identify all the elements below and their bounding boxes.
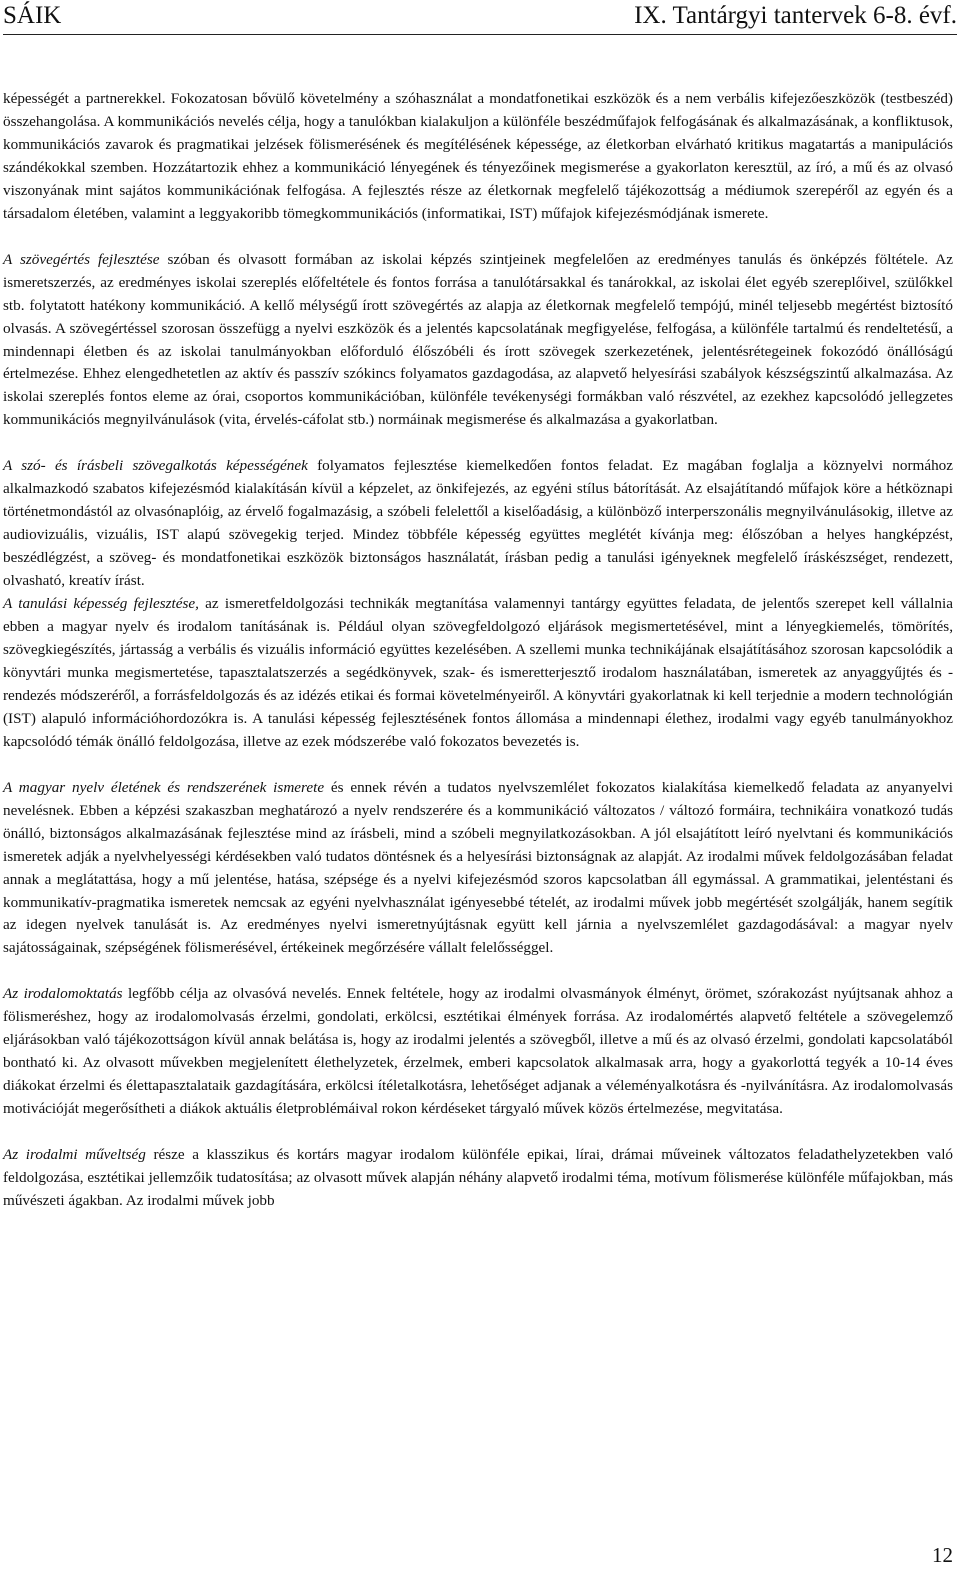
paragraph-2 [3,249,953,433]
paragraph-7 [3,1144,953,1213]
paragraph-lead: A tanulási képesség fejlesztése, [3,595,199,613]
document-body [3,88,953,1213]
paragraph-text: szóban és olvasott formában az iskolai képzés szintjeinek megfelelően az eredményes tanulás és önképzés föltétele. Az ismeretszerzés, az eredményes iskolai szereplés előfeltétele és fontos forrása a tanulótársakkal és tanárokkal, az iskolai élet egyéb szereplőivel, szülőkkel stb. folytatott hatékony kommunikáció. A kellő mélységű írott szövegértés az alapja az életkornak megfelelő tempójú, minél teljesebb megértést biztosító olvasás. A szövegértéssel szorosan összefügg a nyelvi eszközök és a jelentés kapcsolatának megfigyelése, felfogása, a különféle tartalmú és rendeltetésű, a mindennapi életben és az iskolai tanulmányokban előforduló élőszóbéli és írott szövegek szerkezetének, jelentésrétegeinek fokozódó önállóságú értelmezése. Ehhez elengedhetetlen az aktív és passzív szókincs folyamatos gazdagodása, az alapvető helyesírási szabályok készségszintű alkalmazása. Az iskolai szereplés fontos eleme az órai, csoportos kommunikációban, különféle tevékenységi formákban való részvétel, az ezekhez kapcsolódó jellegzetes kommunikációs megnyilvánulások (vita, érvelés-cáfolat stb.) normáinak megismerése és alkalmazása a gyakorlatban. [3,250,953,429]
header-right-title: IX. Tantárgyi tantervek 6-8. évf. [634,2,957,29]
paragraph-lead: A magyar nyelv életének és rendszerének ismerete [3,778,325,796]
paragraph-lead: A szövegértés fejlesztése [3,250,160,268]
paragraph-1 [3,88,953,226]
paragraph-text: képességét a partnerekkel. Fokozatosan bővülő követelmény a szóhasználat a mondatfonetikai eszközök és a nem verbális kifejezőeszközök (testbeszéd) összehangolása. A kommunikációs nevelés célja, hogy a tanulókban kialakuljon a különféle beszédműfajok felfogásának és alkalmazásának, a konfliktusok, kommunikációs zavarok és pragmatikai jelzések fölismerésének és megítélésének képessége, az életkorban elvárható kritikus magatartás a manipulációs szándékokkal szemben. Hozzátartozik ehhez a kommunikáció lényegének és tényezőinek megismerése a gyakorlaton keresztül, az író, a mű és az olvasó viszonyának mint sajátos kommunikációnak felfogása. A fejlesztés része az életkornak megfelelő tájékozottság a médiumok szerepéről az egyén és a társadalom életében, valamint a leggyakoribb tömegkommunikációs (informatikai, IST) műfajok kifejezésmódjának ismerete. [3,90,953,222]
paragraph-text: folyamatos fejlesztése kiemelkedően fontos feladat. Ez magában foglalja a köznyelvi normához alkalmazkodó szabatos kifejezésmód kialakításán kívül a képzelet, az önkifejezés, az egyéni stílus bátorítását. Az elsajátítandó műfajok köre a hétköznapi történetmondástól az olvasónaplóig, az érvelő fogalmazásig, a szóbeli felelettől a kiselőadásig, a különböző interperszonális megnyilvánulásokig, illetve az audiovizuális, vizuális, IST alapú szövegekig terjed. Mindez többféle képesség együttes meglétét kívánja meg: élőszóban a helyes hangképzést, beszédlégzést, a szöveg- és mondatfonetikai eszközök biztonságos használatát, írásban pedig a tanulási igényeknek megfelelő íráskészséget, rendezett, olvasható, kreatív írást. [3,457,953,590]
paragraph-lead: A szó- és írásbeli szövegalkotás képességének [3,457,308,475]
paragraph-4 [3,593,953,754]
paragraph-text: legfőbb célja az olvasóvá nevelés. Ennek feltétele, hogy az irodalmi olvasmányok élményt, örömet, szórakozást nyújtsanak ahhoz a fölismeréshez, hogy az irodalomolvasás érzelmi, gondolati, erkölcsi, esztétikai élmények forrása. Az irodalomértés alapvető feltétele a szövegelemző eljárásokban való tájékozottságon kívül annak belátása is, hogy az irodalmi jelentés a szövegből, illetve a mű és az olvasó érzelmi, gondolati kapcsolatából bontható ki. Az olvasott művekben megjelenített élethelyzetek, érzelmek, emberi kapcsolatok alkalmasak arra, hogy a gyakorlottá tegyék a 10-14 éves diákokat érzelmi és élettapasztalataik gazdagítására, erkölcsi ítéletalkotásra, lehetőséget adjanak a véleményalkotásra és -nyilvánításra. Az irodalomolvasás motivációját megerősítheti a diákok aktuális életproblémáival rokon kérdéseket tárgyaló művek közös értelmezése, megvitatása. [3,985,953,1118]
paragraph-3 [3,455,953,593]
page-header [3,0,957,35]
paragraph-lead: Az irodalmi műveltség [3,1146,146,1164]
paragraph-6 [3,983,953,1121]
header-left-title: SÁIK [3,2,62,29]
paragraph-text: és ennek révén a tudatos nyelvszemlélet fokozatos kialakítása kiemelkedő feladata az anyanyelvi nevelésnek. Ebben a képzési szakaszban meghatározó a nyelv rendszerére és a kommunikáció változatos / változó formáira, technikáira vonatkozó tudás önálló, biztonságos alkalmazásának fejlesztése mind az írásbeli, mind a szóbeli megnyilatkozásokban. A jól elsajátított leíró nyelvtani és kommunikációs ismeretek adják a nyelvhelyességi kérdésekben való tudatos döntésnek és a helyesírási biztonságnak az alapját. Az irodalmi művek feldolgozásában feladat annak a meglátattása, hogy a mű jelentése, hatása, szépsége és a nyelvi kifejezésmód szoros kapcsolatban áll egymással. A grammatikai, jelentéstani és kommunikatív-pragmatika ismeretek nemcsak az egyéni nyelvhasználat igényesebbé tételét, az irodalmi művek jobb megértését szolgálják, hanem segítik az idegen nyelvek tanulását is. Az eredményes nyelvi ismeretnyújtásnak együtt kell járnia a nyelvszemlélet gazdagodásával: a magyar nyelv sajátosságainak, szépségének fölismerésével, értékeinek megőrzésére vállalt felelősséggel. [3,778,954,957]
paragraph-5 [3,777,953,961]
paragraph-lead: Az irodalomoktatás [3,985,123,1003]
paragraph-text: az ismeretfeldolgozási technikák megtanítása valamennyi tantárgy együttes feladata, de jelentős szerepet kell vállalnia ebben a magyar nyelv és irodalom tanításának is. Például olyan szövegfeldolgozó eljárások megismertetésével, mint a lényegkiemelés, tömörítés, szövegkiegészítés, jártasság a verbális és vizuális információ együttes kezelésében. A szellemi munka technikájának elsajátításához szorosan kapcsolódik a könyvtári munka megismertetése, tapasztalatszerzés a segédkönyvek, szak- és ismeretterjesztő irodalom használatában, ismeretek az anyaggyűjtés és -rendezés módszeréről, a forrásfeldolgozás és az idézés etikai és formai követelményeiről. A könyvtári gyakorlatnak ki kell terjednie a modern technológián (IST) alapuló információhordozókra is. A tanulási képesség fejlesztésének fontos állomása a mindennapi élethez, irodalmi vagy egyéb tanulmányokhoz kapcsolódó témák önálló feldolgozása, illetve az ezek módszerébe való fokozatos bevezetés is. [3,595,953,750]
paragraph-text: része a klasszikus és kortárs magyar irodalom különféle epikai, lírai, drámai műveinek változatos feladathelyzetekben való feldolgozása, esztétikai jellemzőik tudatosítása; az olvasott művek alapján néhány alapvető irodalmi téma, motívum fölismerése különféle műfajokban, más művészeti ágakban. Az irodalmi művek jobb [3,1146,954,1209]
page-number: 12 [932,1543,953,1567]
